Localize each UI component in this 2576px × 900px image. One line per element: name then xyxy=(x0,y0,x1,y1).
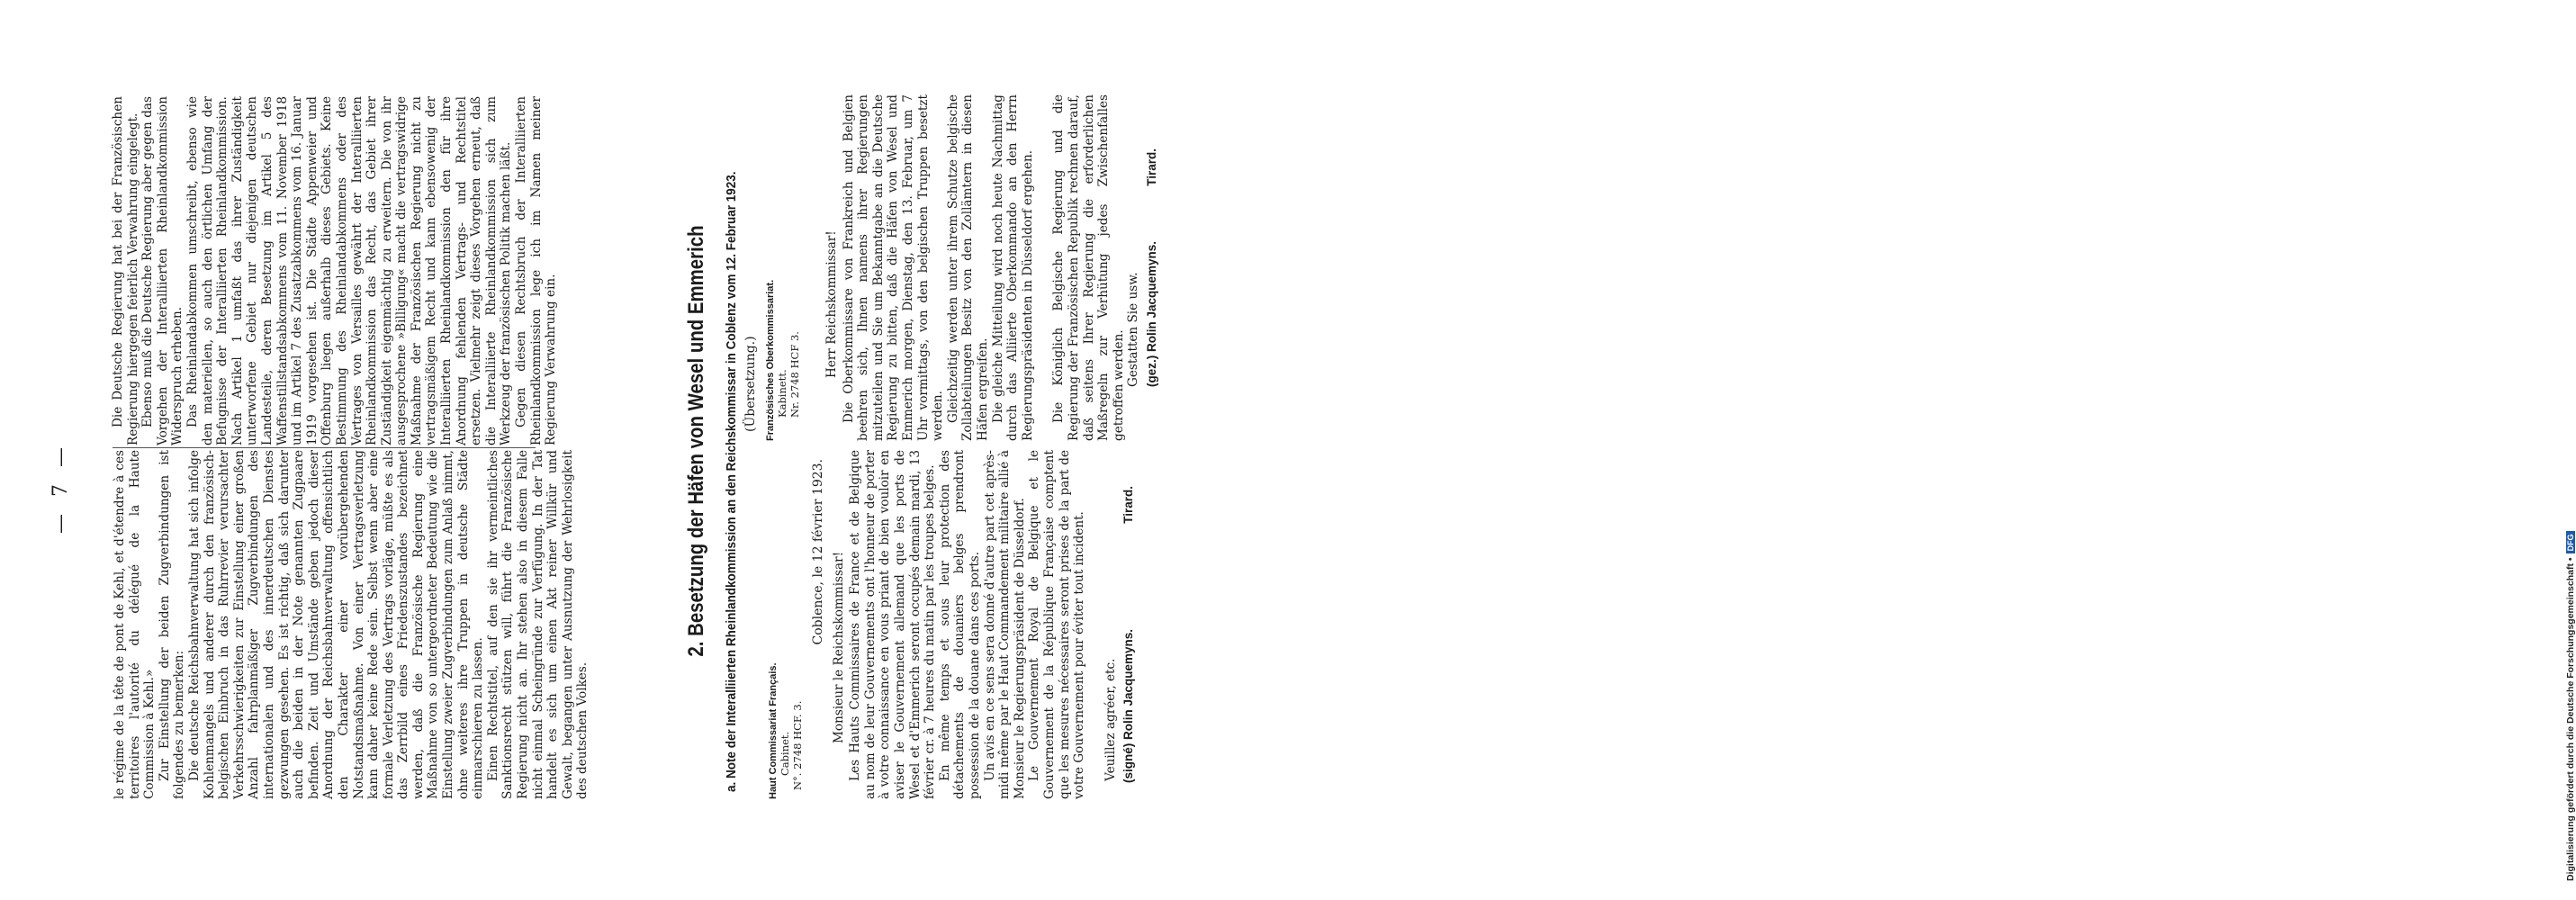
letter-closing: Veuillez agréer, etc. xyxy=(1103,658,1118,781)
paragraph: En même temps et sous leur protection des détachements de douaniers belges prendront possession de la douane dans ces ports. xyxy=(937,450,982,799)
top-right-column xyxy=(111,96,559,446)
letter-cabinet: Kabinett. xyxy=(776,369,788,418)
letter-salutation: Monsieur le Reichskommissar! xyxy=(831,551,846,743)
paragraph: Das Rheinlandabkommen umschreibt, ebenso wie den materiellen, so auch den örtlichen Umfang der Befugnisse der Interalliierten Rheinlandkommission. Nach Artikel 1 umfaßt das ihrer Zuständigkeit unterworfene Gebiet nur diejenigen deutschen Landesteile, deren Besetzung im Artikel 5 des Waffenstillstandsabkommens vom 11. November 1918 und im Artikel 7 des Zusatzabkommens vom 16. Januar 1919 vorgesehen ist. Die Städte Appenweier und Offenburg liegen außerhalb dieses Gebiets. Keine Bestimmung des Rheinlandabkommens oder des Vertrages von Versailles gewährt der Interalliierten Rheinlandkommission das Recht, das Gebiet ihrer Zuständigkeit eigenmächtig zu erweitern. Die von ihr ausgesprochene »Billigung« macht die vertragswidrige Maßnahme der Französischen Regierung nicht zu vertragsmäßigem Recht und kann ebensowenig der Interalliierten Rheinlandkommission den für ihre Anordnung fehlenden Vertrags- und Rechtstitel ersetzen. Vielmehr zeigt dieses Vorgehen erneut, daß die Interalliierte Rheinlandkommission sich zum Werkzeug der französischen Politik machen läßt. xyxy=(185,96,514,446)
letter-org: Französisches Oberkommissariat. xyxy=(765,279,776,441)
digitization-sidebar xyxy=(1276,4,2576,895)
funding-credit xyxy=(2565,531,2576,881)
letter-salutation: Herr Reichskommissar! xyxy=(824,230,839,378)
letter-reference: Nr. 2748 HCF 3. xyxy=(788,331,801,418)
signature: Tirard. xyxy=(1121,486,1136,524)
column-divider xyxy=(113,447,536,448)
paragraph: Die Königlich Belgische Regierung und die Regierung der Französischen Republik rechnen darauf, daß seitens Ihrer Regierung die erforderlichen Maßregeln zur Verhütung jedes Zwischenfalles getroffen werden. xyxy=(1051,94,1126,441)
paragraph: Les Hauts Commissaires de France et de Belgique au nom de leur Gouvernements ont l'honneur de porter à votre connaissance en vous priant de bien vouloir en aviser le Gouvernement allemand que les ports de Wesel et d'Emmerich seront occupés demain mardi, 13 février cr. à 7 heures du matin par les troupes belges. xyxy=(848,450,938,799)
signature: (signé) Rolin Jacquemyns. xyxy=(1121,628,1136,783)
german-letter xyxy=(765,94,1159,441)
page-number: — 7 — xyxy=(50,442,72,534)
letter-cabinet: Cabinet. xyxy=(779,731,791,776)
paragraph: Einen Rechtstitel, auf den sie ihr vermeintliches Sanktionsrecht stützen will, führt die Französische Regierung nicht an. Ihr stehen also in diesem Falle nicht einmal Scheingründe zur Verfügung. In der Tat handelt es sich um einen Akt reiner Willkür und Gewalt, begangen unter Ausnutzung der Wehrlosigkeit des deutschen Volkes. xyxy=(485,450,590,799)
letter-reference: N°. 2748 HCF. 3. xyxy=(790,700,804,790)
paragraph: le régime de la tête de pont de Kehl, et d'étendre à ces territoires l'autorité du délégué de la Haute Commission à Kehl.» xyxy=(113,450,158,799)
section-heading: 2. Besetzung der Häfen von Wesel und Emmerich xyxy=(684,225,708,657)
french-letter xyxy=(768,450,1137,799)
dfg-logo: DFG xyxy=(2566,531,2575,554)
signature: Tirard. xyxy=(1144,148,1158,186)
paragraph: Le Gouvernement Royal de Belgique et le Gouvernement de la République Française comptent que les mesures nécessaires seront prises de la part de votre Gouvernement pour éviter tout incident. xyxy=(1027,450,1087,799)
paragraph: Ebenso muß die Deutsche Regierung aber gegen das Vorgehen der Interalliierten Rheinlandkommission Widerspruch erheben. xyxy=(140,96,185,446)
paragraph: Die deutsche Reichsbahnverwaltung hat sich infolge Kohlenmangels und anderer durch den französisch-belgischen Einbruch in das Ruhrrevier verursachter Verkehrsschwierigkeiten zur Einstellung einer großen Anzahl fahrplanmäßiger Zugverbindungen des internationalen und des innerdeutschen Dienstes gezwungen gesehen. Es ist richtig, daß sich darunter auch die beiden in der Note genannten Zugpaare befinden. Zeit und Umstände geben jedoch dieser Anordnung der Reichsbahnverwaltung offensichtlich den Charakter einer vorübergehenden Notstandsmaßnahme. Von einer Vertragsverletzung kann daher keine Rede sein. Selbst wenn aber eine formale Verletzung des Vertrags vorläge, müßte es als das Zerrbild eines Friedenszustandes bezeichnet werden, daß die Französische Regierung eine Maßnahme von so untergeordneter Bedeutung wie die Einstellung zweier Zugverbindungen zum Anlaß nimmt, ohne weiteres ihre Truppen in deutsche Städte einmarschieren zu lassen. xyxy=(186,450,486,799)
paragraph: Die Deutsche Regierung hat bei der Französischen Regierung hiergegen feierlich Verwahrung eingelegt. xyxy=(111,96,140,446)
top-left-column xyxy=(113,450,590,799)
paragraph: Gegen diesen Rechtsbruch der Interalliierten Rheinlandkommission lege ich im Namen meiner Regierung Verwahrung ein. xyxy=(514,96,559,446)
signature-line xyxy=(1145,94,1160,441)
letter-closing: Gestatten Sie usw. xyxy=(1126,272,1141,387)
note-heading: a. Note der Interalliierten Rheinlandkommission an den Reichskommissar in Coblenz vom 12. Februar 1923. xyxy=(725,171,739,792)
signature: (gez.) Rolin Jacquemyns. xyxy=(1144,240,1158,387)
funding-text: Digitalisierung gefördert durch die Deutsche Forschungsgemeinschaft • xyxy=(2565,557,2576,881)
paragraph: Zur Einstellung der beiden Zugverbindungen ist folgendes zu bemerken: xyxy=(157,450,187,799)
letter-org: Haut Commissariat Français. xyxy=(768,662,779,799)
paragraph: Un avis en ce sens sera donné d'autre part cet après-midi même par le Haut Commandement militaire allié à Monsieur le Regierungspräsident de Düsseldorf. xyxy=(982,450,1027,799)
paragraph: Gleichzeitig werden unter ihrem Schutze belgische Zollabteilungen Besitz von den Zollämtern in diesen Häfen ergreifen. xyxy=(945,94,990,441)
paragraph: Die gleiche Mitteilung wird noch heute Nachmittag durch das Alliierte Oberkommando an den Herrn Regierungspräsidenten in Düsseldorf ergehen. xyxy=(990,94,1035,441)
signature-line xyxy=(1121,450,1137,799)
paragraph: Die Oberkommissare von Frankreich und Belgien beehren sich, Ihnen namens ihrer Regierungen mitzuteilen und Sie um Bekanntgabe an die Deutsche Regierung zu bitten, daß die Häfen von Wesel und Emmerich morgen, Dienstag, den 13. Februar, um 7 Uhr vormittags, von den belgischen Truppen besetzt werden. xyxy=(841,94,946,441)
translation-note: (Übersetzung.) xyxy=(743,336,758,432)
letter-place-date: Coblence, le 12 février 1923. xyxy=(811,459,825,645)
